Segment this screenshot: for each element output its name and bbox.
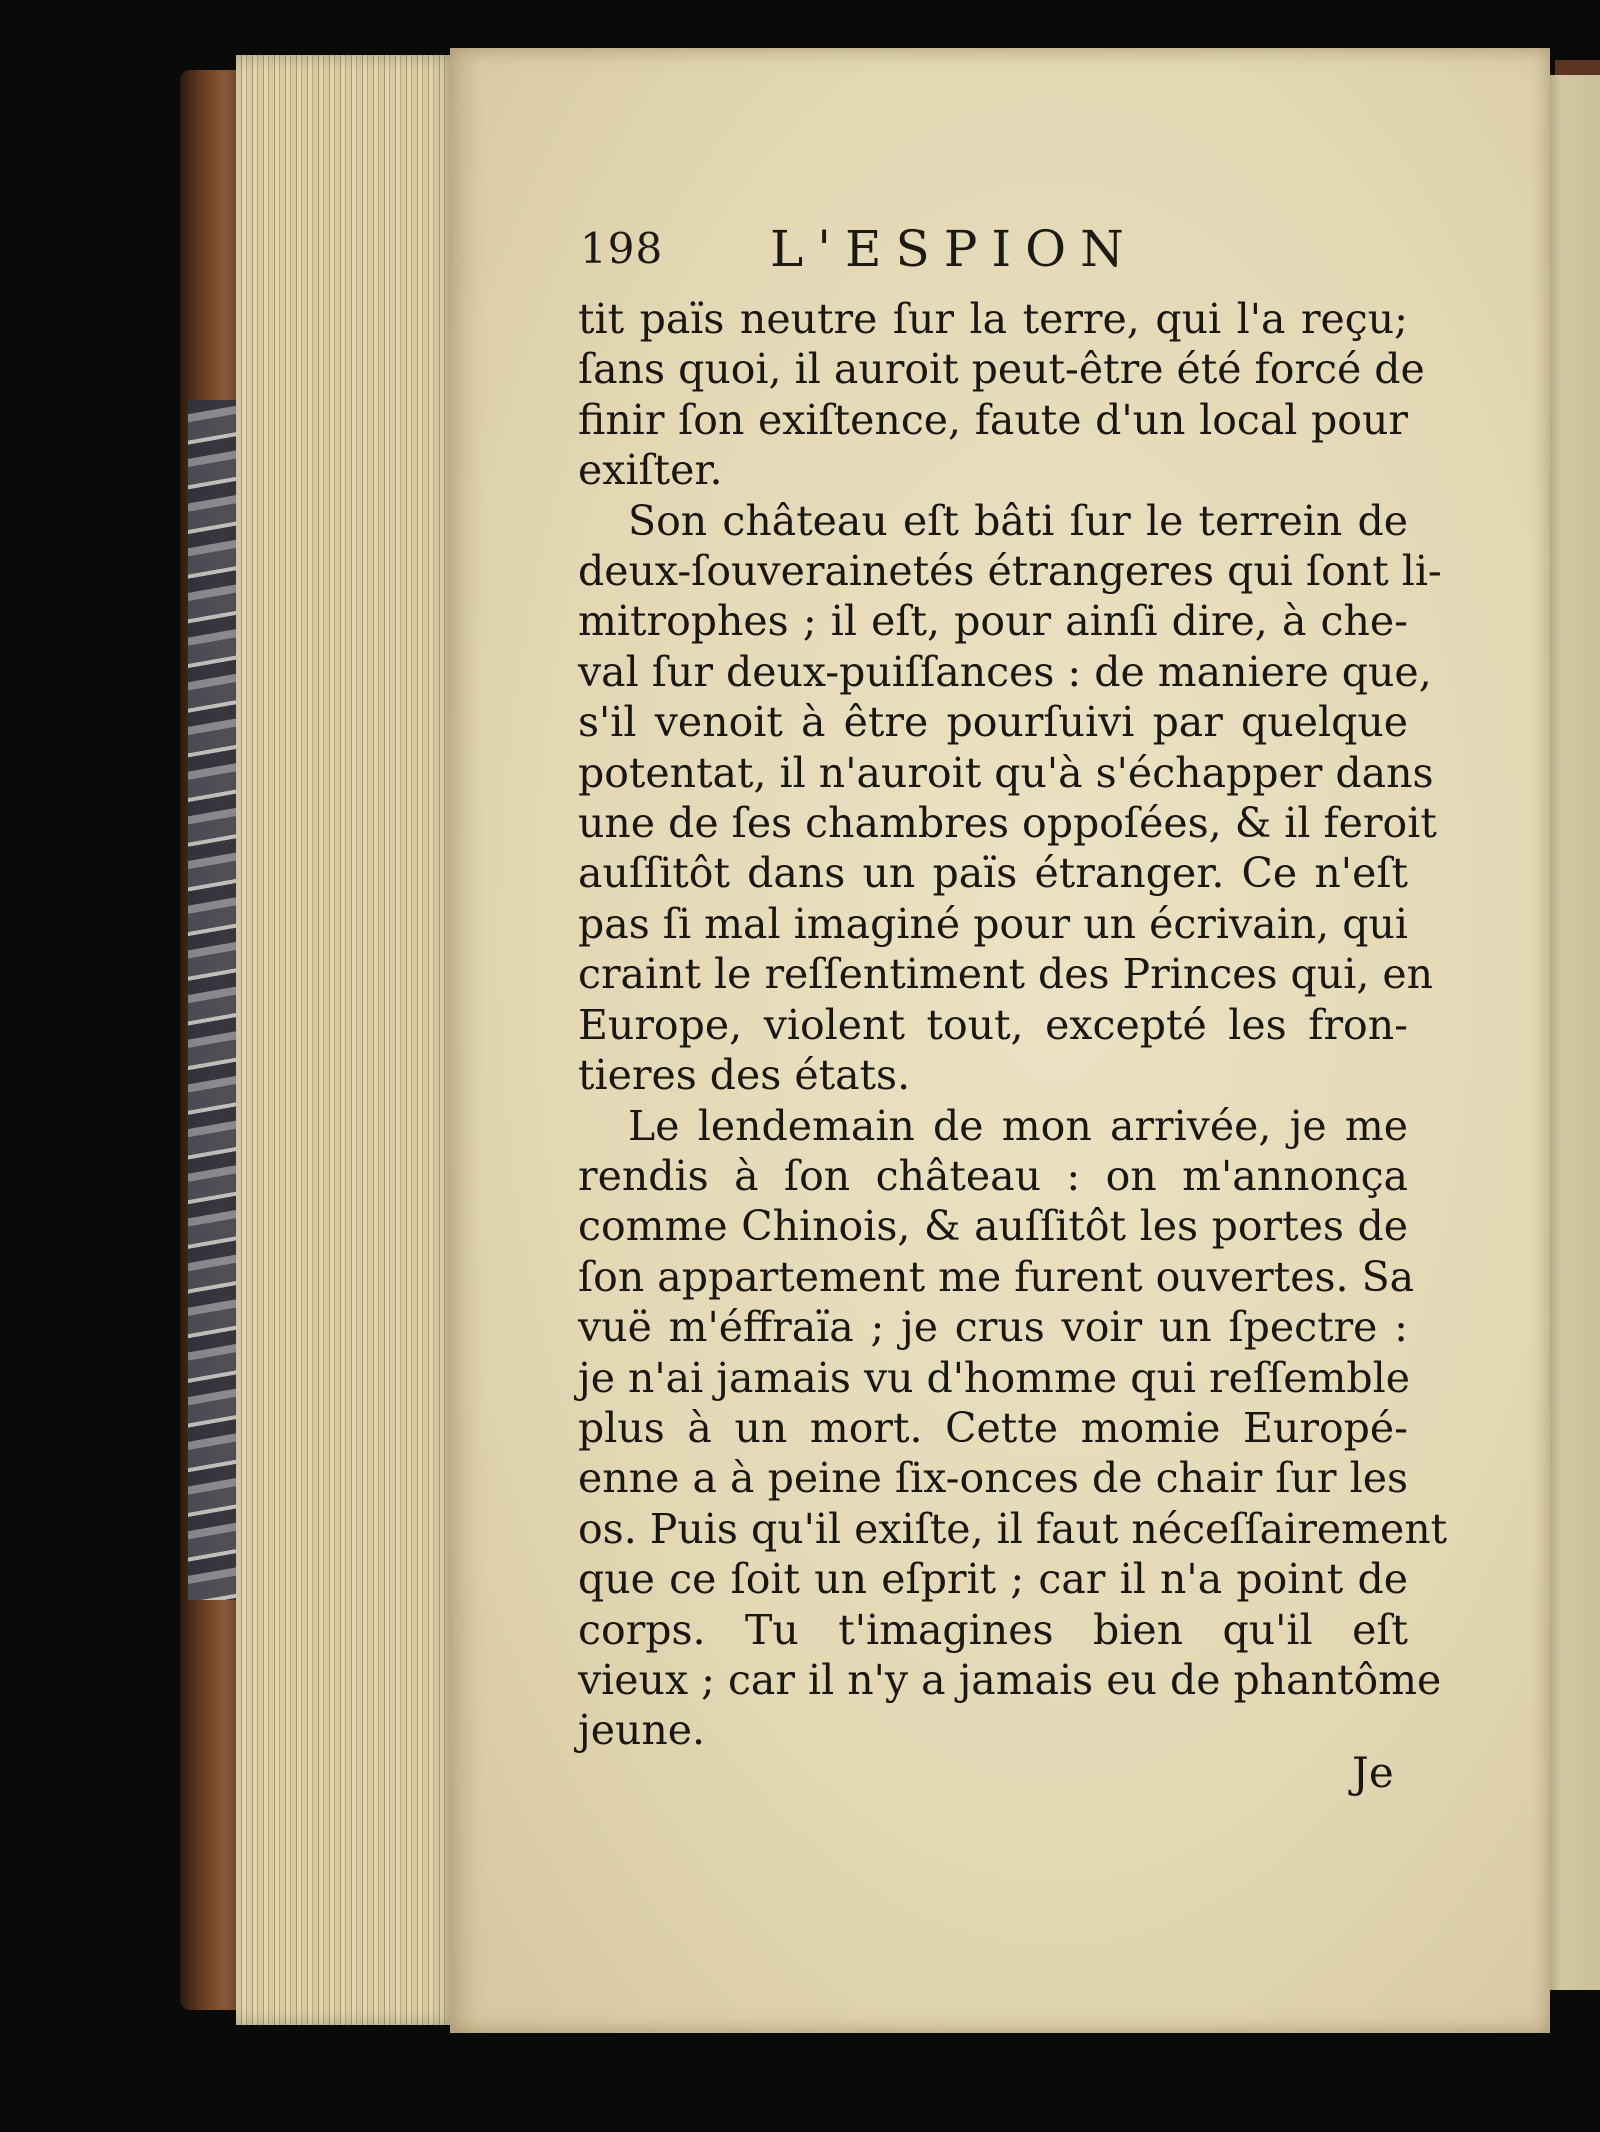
text-line: tit païs neutre ſur la terre, qui l'a reçu;: [578, 295, 1408, 343]
text-line: rendis à ſon château : on m'annonça: [578, 1151, 1408, 1200]
page-header: [580, 220, 1220, 284]
text-line: deux-ſouverainetés étrangeres qui ſont li-: [578, 547, 1442, 596]
text-line: exiſter.: [578, 446, 723, 495]
text-line: vuë m'éffraïa ; je crus voir un ſpectre :: [578, 1303, 1408, 1352]
text-line: os. Puis qu'il exiſte, il faut néceſſairement: [578, 1504, 1448, 1553]
text-line: je n'ai jamais vu d'homme qui reſſemble: [578, 1353, 1410, 1402]
text-line: val ſur deux-puiſſances : de maniere que,: [578, 647, 1432, 696]
text-line: potentat, il n'auroit qu'à s'échapper dans: [578, 748, 1434, 797]
text-line: vieux ; car il n'y a jamais eu de phantôme: [578, 1655, 1442, 1704]
body-text: [578, 294, 1448, 1756]
text-line: Europe, violent tout, excepté les fron-: [578, 1000, 1408, 1049]
page-number: 198: [580, 224, 664, 273]
text-line: craint le reſſentiment des Princes qui, en: [578, 950, 1434, 999]
page-edges: [236, 55, 456, 2025]
running-head: L'ESPION: [770, 220, 1138, 278]
text-line: s'il venoit à être pourſuivi par quelque: [578, 698, 1408, 747]
catchword: Je: [1352, 1748, 1394, 1797]
text-line: comme Chinois, & auſſitôt les portes de: [578, 1202, 1408, 1251]
text-line: pas ſi mal imaginé pour un écrivain, qui: [578, 899, 1408, 948]
text-line: une de ſes chambres oppoſées, & il feroit: [578, 799, 1437, 848]
text-line: jeune.: [578, 1706, 706, 1755]
text-line: Le lendemain de mon arrivée, je me: [628, 1101, 1408, 1150]
text-line: corps. Tu t'imagines bien qu'il eſt: [578, 1605, 1408, 1654]
text-line: auſſitôt dans un païs étranger. Ce n'eſt: [578, 849, 1408, 898]
text-line: plus à un mort. Cette momie Europé-: [578, 1403, 1408, 1452]
text-line: Son château eſt bâti ſur le terrein de: [628, 496, 1408, 545]
text-line: finir ſon exiſtence, faute d'un local pour: [578, 395, 1408, 444]
text-line: que ce ſoit un eſprit ; car il n'a point de: [578, 1555, 1408, 1604]
text-line: ſon appartement me furent ouvertes. Sa: [578, 1252, 1415, 1301]
text-line: ſans quoi, il auroit peut-être été forcé de: [578, 345, 1425, 394]
text-line: enne a à peine ſix-onces de chair ſur les: [578, 1454, 1408, 1503]
text-line: tieres des états.: [578, 1051, 911, 1100]
text-line: mitrophes ; il eſt, pour ainſi dire, à che-: [578, 597, 1408, 646]
